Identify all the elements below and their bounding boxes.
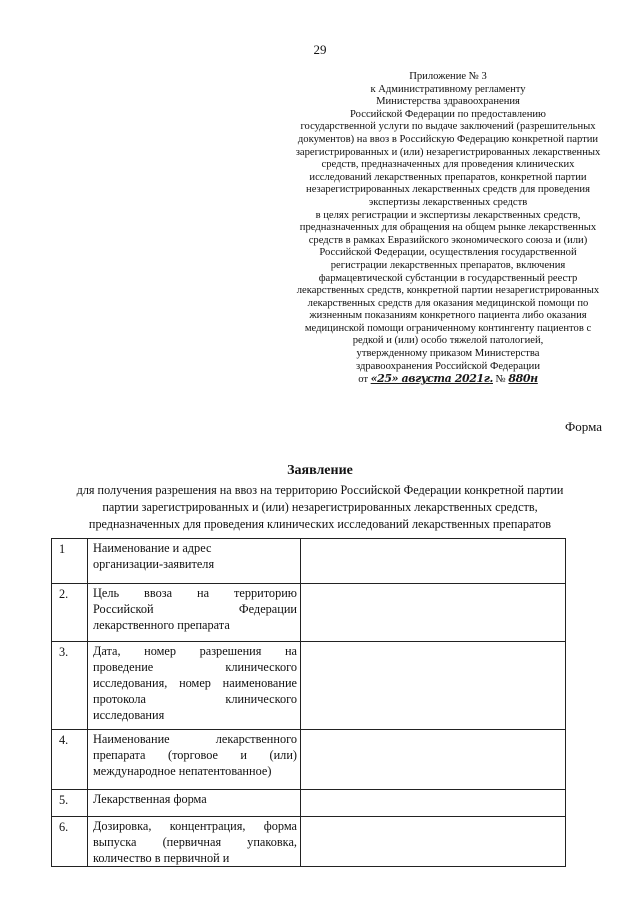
field-label-line: Цель ввоза на территорию <box>93 586 297 600</box>
row-number: 3. <box>52 642 88 730</box>
field-label-line: выпуска (первичная упаковка, <box>93 835 297 849</box>
table-row <box>52 642 566 730</box>
appendix-line: средств в рамках Евразийского экономического союза и (или) <box>308 234 588 246</box>
field-label-line: Российской Федерации <box>93 602 297 616</box>
title-block <box>0 463 640 533</box>
field-label <box>88 817 301 867</box>
row-number: 4. <box>52 730 88 790</box>
field-label-line: Дозировка, концентрация, форма <box>93 819 297 833</box>
appendix-line: незарегистрированных лекарственных средств для проведения <box>306 184 590 196</box>
appendix-line: Российской Федерации по предоставлению <box>350 108 546 120</box>
field-value-cell[interactable] <box>301 584 566 642</box>
page-number: 29 <box>313 42 327 57</box>
appendix-line: редкой и (или) особо тяжелой патологией, <box>352 335 544 347</box>
appendix-line: Министерства здравоохранения <box>376 96 520 108</box>
number-prefix: № <box>495 374 506 386</box>
appendix-line: жизненным показаниям конкретного пациента либо оказания <box>309 310 587 322</box>
field-label-line: Наименование лекарственного <box>93 732 297 746</box>
row-number: 2. <box>52 584 88 642</box>
field-value-cell[interactable] <box>301 790 566 817</box>
subtitle-line: партии зарегистрированных и (или) незарегистрированных лекарственных средств, <box>102 500 538 514</box>
subtitle-line: для получения разрешения на ввоз на территорию Российской Федерации конкретной партии <box>76 483 564 497</box>
field-label <box>88 790 301 817</box>
table-row <box>52 790 566 817</box>
appendix-line: Российской Федерации, осуществления государственной <box>319 247 577 259</box>
handwritten-date: «25» августа 2021г. <box>370 372 493 386</box>
field-label-line: препарата (торговое и (или) <box>93 748 297 762</box>
date-prefix: от <box>358 374 368 386</box>
appendix-line: средств, предназначенных для проведения клинических <box>321 159 575 171</box>
appendix-line: зарегистрированных и (или) незарегистрированных лекарственных <box>295 146 601 158</box>
field-label <box>88 584 301 642</box>
row-number: 1 <box>52 539 88 584</box>
field-label-line: исследования <box>93 708 165 722</box>
row-number: 6. <box>52 817 88 867</box>
appendix-line: государственной услуги по выдаче заключений (разрешительных <box>300 121 596 133</box>
table-row <box>52 539 566 584</box>
field-label-line: количество в первичной и <box>93 851 230 865</box>
order-date-line <box>278 373 618 387</box>
appendix-line: предназначенных для обращения на общем рынке лекарственных <box>299 222 597 234</box>
appendix-line: в целях регистрации и экспертизы лекарственных средств, <box>315 209 581 221</box>
document-title: Заявление <box>287 463 353 478</box>
field-value-cell[interactable] <box>301 642 566 730</box>
appendix-line: здравоохранения Российской Федерации <box>355 360 541 372</box>
appendix-line: лекарственных средств для оказания медицинской помощи по <box>307 297 589 309</box>
appendix-line: к Административному регламенту <box>370 83 526 95</box>
appendix-header <box>278 71 618 387</box>
document-subtitle <box>0 482 640 533</box>
appendix-line: медицинской помощи ограниченному контингенту пациентов с <box>304 322 592 334</box>
appendix-line: лекарственных средств, конкретной партии незарегистрированных <box>296 285 600 297</box>
field-label-line: Дата, номер разрешения на <box>93 644 297 658</box>
table-row <box>52 817 566 867</box>
field-label-line: проведение клинического <box>93 660 297 674</box>
row-number: 5. <box>52 790 88 817</box>
appendix-line: исследований лекарственных препаратов, конкретной партии <box>309 171 587 183</box>
handwritten-number: 880н <box>508 372 538 386</box>
field-label <box>88 539 301 584</box>
appendix-line: регистрации лекарственных препаратов, включения <box>330 259 566 271</box>
appendix-line: экспертизы лекарственных средств <box>368 196 528 208</box>
field-value-cell[interactable] <box>301 539 566 584</box>
field-label-line: лекарственного препарата <box>93 618 230 632</box>
appendix-line: утвержденному приказом Министерства <box>356 348 540 360</box>
table-row <box>52 584 566 642</box>
field-label-line: организации-заявителя <box>93 557 215 571</box>
field-label <box>88 730 301 790</box>
field-label-line: Наименование и адрес <box>93 541 212 555</box>
appendix-line: фармацевтической субстанции в государственный реестр <box>318 272 578 284</box>
field-label-line: исследования, номер наименование <box>93 676 297 690</box>
subtitle-line: предназначенных для проведения клинических исследований лекарственных препаратов <box>88 517 552 531</box>
application-table <box>51 538 566 867</box>
field-label-line: Лекарственная форма <box>93 792 207 806</box>
form-label: Форма <box>565 419 602 434</box>
appendix-line: документов) на ввоз в Российскую Федерацию конкретной партии <box>297 133 599 145</box>
field-value-cell[interactable] <box>301 817 566 867</box>
field-label-line: международное непатентованное) <box>93 764 272 778</box>
field-value-cell[interactable] <box>301 730 566 790</box>
field-label-line: протокола клинического <box>93 692 297 706</box>
field-label <box>88 642 301 730</box>
appendix-line: Приложение № 3 <box>409 71 487 82</box>
table-row <box>52 730 566 790</box>
